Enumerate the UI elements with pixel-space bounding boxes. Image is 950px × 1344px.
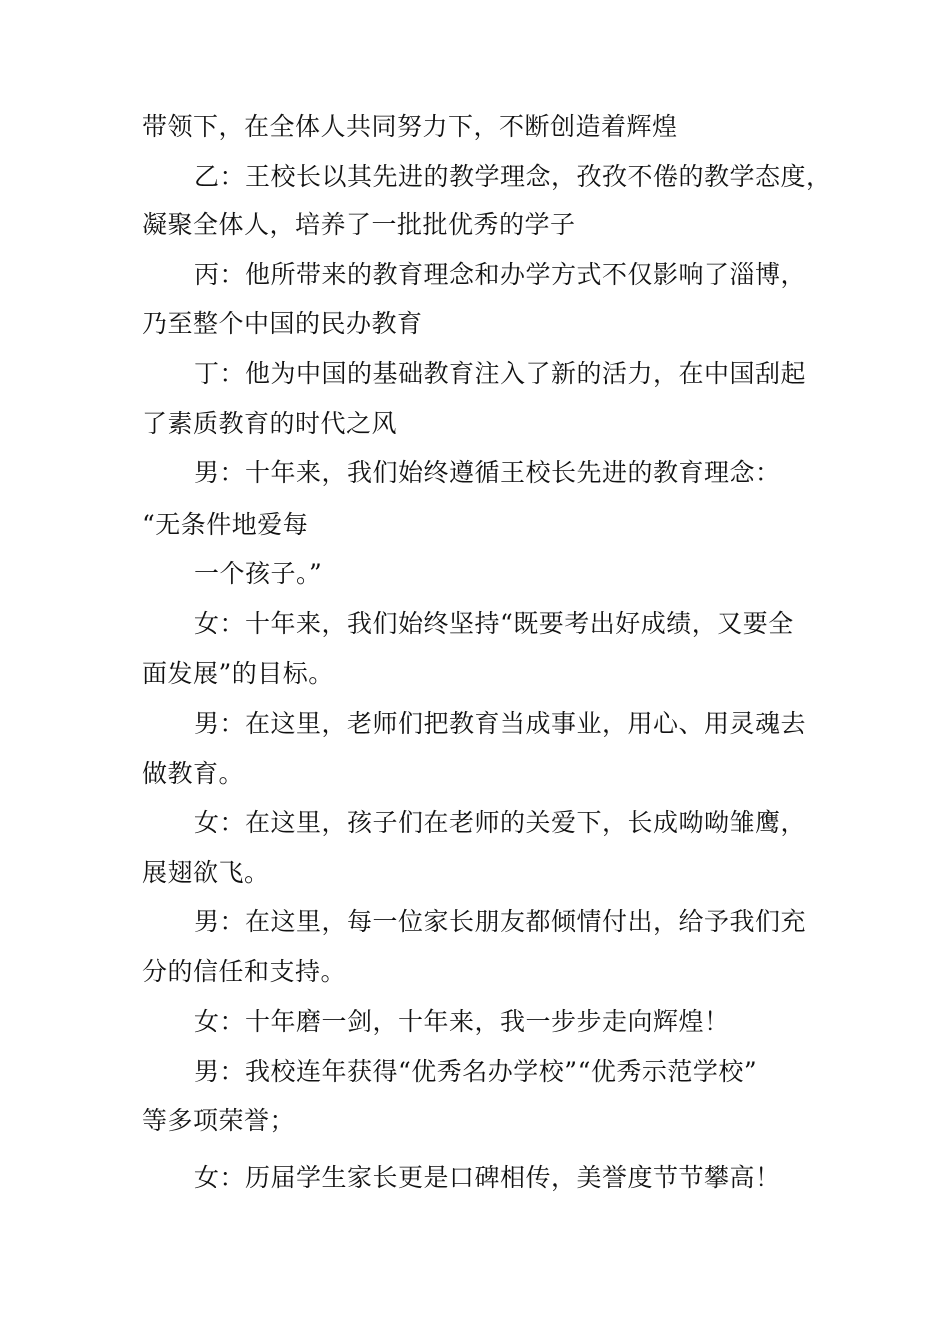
text-line: 女：十年磨一剑，十年来，我一步步走向辉煌！ — [194, 1007, 730, 1036]
text-line: 男：在这里，每一位家长朋友都倾情付出，给予我们充 — [194, 907, 807, 936]
text-line: 男：十年来，我们始终遵循王校长先进的教育理念： — [194, 458, 781, 487]
text-line: 男：我校连年获得“优秀名办学校”“优秀示范学校” — [194, 1057, 758, 1086]
text-line: 带领下，在全体人共同努力下，不断创造着辉煌 — [142, 112, 678, 141]
text-line: 女：十年来，我们始终坚持“既要考出好成绩，又要全 — [194, 609, 794, 638]
text-line: 凝聚全体人，培养了一批批优秀的学子 — [142, 210, 576, 239]
text-line: “无条件地爱每 — [142, 510, 309, 539]
text-line: 展翅欲飞。 — [142, 858, 270, 887]
text-line: 女：历届学生家长更是口碑相传，美誉度节节攀高！ — [194, 1163, 781, 1192]
text-line: 乃至整个中国的民办教育 — [142, 309, 423, 338]
text-line: 一个孩子。” — [194, 559, 323, 588]
text-line: 男：在这里，老师们把教育当成事业，用心、用灵魂去 — [194, 709, 807, 738]
text-line: 面发展”的目标。 — [142, 659, 334, 688]
text-line: 分的信任和支持。 — [142, 957, 347, 986]
text-line: 乙：王校长以其先进的教学理念，孜孜不倦的教学态度， — [194, 162, 832, 191]
text-line: 丁：他为中国的基础教育注入了新的活力，在中国刮起 — [194, 359, 807, 388]
text-line: 女：在这里，孩子们在老师的关爱下，长成呦呦雏鹰， — [194, 808, 807, 837]
text-line: 等多项荣誉； — [142, 1106, 296, 1135]
text-line: 了素质教育的时代之风 — [142, 409, 398, 438]
text-line: 丙：他所带来的教育理念和办学方式不仅影响了淄博， — [194, 260, 807, 289]
text-line: 做教育。 — [142, 759, 245, 788]
